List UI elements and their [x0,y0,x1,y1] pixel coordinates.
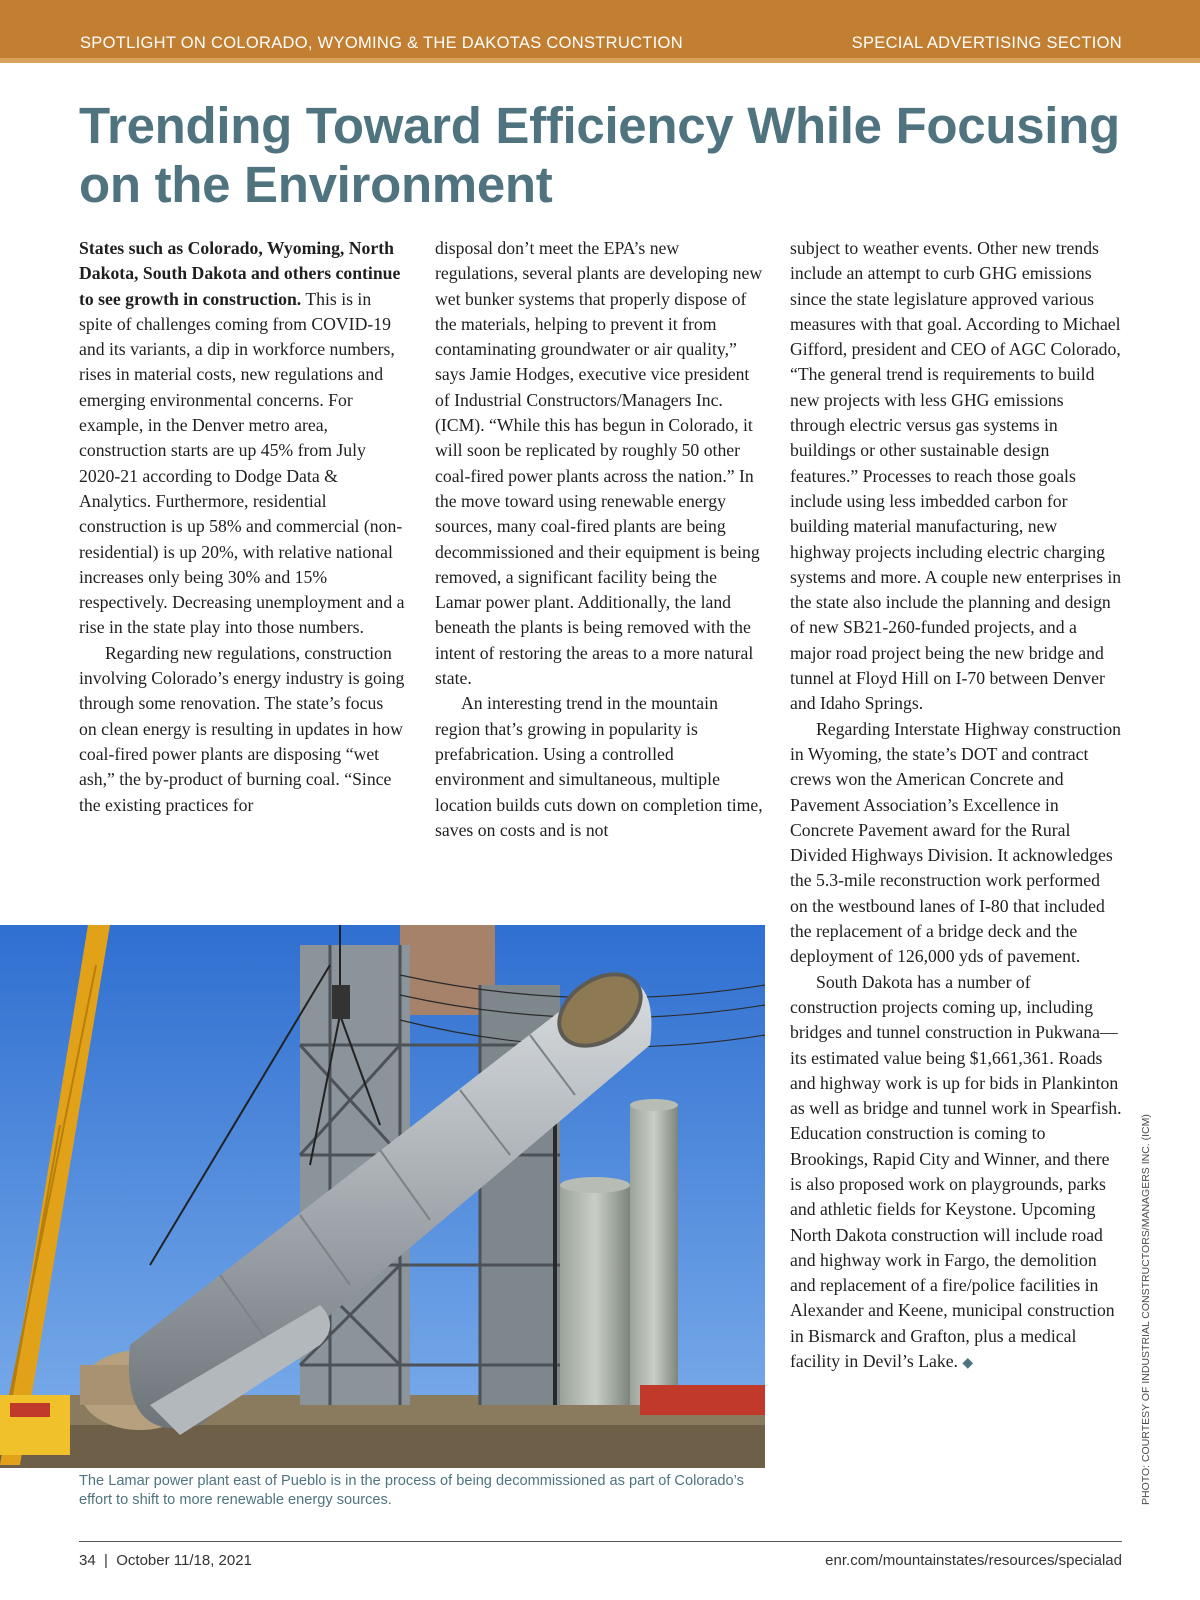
dakota-text: South Dakota has a number of construction projects coming up, including bridges and tunnel construction in Pukwana—its estimated value being $1,661,361. Roads and highway work is up for bids in Plankinton as well as bridge and tunnel work in Spearfish. Education construction is coming to Brookings, Rapid City and Winner, and there is also proposed work on playgrounds, parks and athletic fields for Keystone. Upcoming North Dakota construction will include road and highway work in Fargo, the demolition and replacement of a fire/police facilities in Alexander and Keene, municipal construction in Bismarck and Grafton, plus a medical facility in Devil’s Lake. [790,971,1122,1372]
lead-rest: This is in spite of challenges coming from COVID-19 and its variants, a dip in workforce numbers, rises in material costs, new regulations and emerging environmental concerns. For example, in the Denver metro area, construction starts are up 45% from July 2020-21 according to Dodge Data & Analytics. Furthermore, residential construction is up 58% and commercial (non-residential) is up 20%, with relative national increases only being 30% and 15% respectively. Decreasing unemployment and a rise in the state play into those numbers. [79,288,405,638]
regulations-paragraph: Regarding new regulations, construction involving Colorado’s energy industry is going through some renovation. The state’s focus on clean energy is resulting in updates in how coal-fired power plants are disposing “wet ash,” the by-product of burning coal. “Since the existing practices for [79,642,405,815]
advertising-tag: SPECIAL ADVERTISING SECTION [851,34,1122,52]
photo-credit: PHOTO: COURTESY OF INDUSTRIAL CONSTRUCTORS/MANAGERS INC. (ICM) [1140,1114,1152,1505]
article-column-3 [790,236,1122,1376]
section-title: SPOTLIGHT ON COLORADO, WYOMING & THE DAKOTAS CONSTRUCTION [80,34,683,52]
article-column-2 [435,236,765,843]
photo-caption: The Lamar power plant east of Pueblo is in the process of being decommissioned as part of Colorado’s effort to shift to more renewable energy sources. [79,1473,744,1508]
prefabrication-paragraph-continued: subject to weather events. Other new trends include an attempt to curb GHG emissions since the state legislature approved various measures with that goal. According to Michael Gifford, president and CEO of AGC Colorado, “The general trend is requirements to build new projects with less GHG emissions through electric versus gas systems in buildings or other sustainable design features.” Processes to reach those goals include using less imbedded carbon for building material manufacturing, new highway projects including electric charging systems and more. A couple new enterprises in the state also include the planning and design of new SB21-260-funded projects, and a major road project being the new bridge and tunnel at Floyd Hill on I-70 between Denver and Idaho Springs. [790,238,1122,714]
regulations-paragraph-continued: disposal don’t meet the EPA’s new regulations, several plants are developing new wet bunker systems that properly dispose of the materials, helping to prevent it from contaminating groundwater or air quality,” says Jamie Hodges, executive vice president of Industrial Constructors/Managers Inc. (ICM). “While this has begun in Colorado, it will soon be replicated by roughly 50 other coal-fired power plants across the nation.” In the move toward using renewable energy sources, many coal-fired plants are being decommissioned and their equipment is being removed, a significant facility being the Lamar power plant. Additionally, the land beneath the plants is being removed with the intent of restoring the areas to a more natural state. [435,238,763,689]
page-info: 34 | October 11/18, 2021 [79,1552,252,1569]
footer-divider [79,1541,1122,1542]
footer-url[interactable]: enr.com/mountainstates/resources/specialad [825,1552,1122,1569]
lead-paragraph [79,236,405,641]
wyoming-paragraph: Regarding Interstate Highway construction in Wyoming, the state’s DOT and contract crews won the American Concrete and Pavement Association’s Excellence in Concrete Pavement award for the Rural Divided Highways Division. It acknowledges the 5.3-mile reconstruction work performed on the westbound lanes of I-80 that included the replacement of a bridge deck and the deployment of 126,000 yds of pavement. [790,718,1122,967]
article-headline: Trending Toward Efficiency While Focusing on the Environment [79,97,1120,213]
end-mark-icon: ◆ [962,1356,974,1372]
prefabrication-paragraph: An interesting trend in the mountain region that’s growing in popularity is prefabrication. Using a controlled environment and simultaneous, multiple location builds cuts down on completion time, saves on costs and is not [435,693,763,840]
power-plant-photo [0,925,765,1468]
article-column-1 [79,236,405,818]
section-header-bar [0,0,1200,63]
dakota-paragraph [790,970,1122,1377]
lead-bold: States such as Colorado, Wyoming, North Dakota, South Dakota and others continue to see growth in construction. [79,238,401,309]
